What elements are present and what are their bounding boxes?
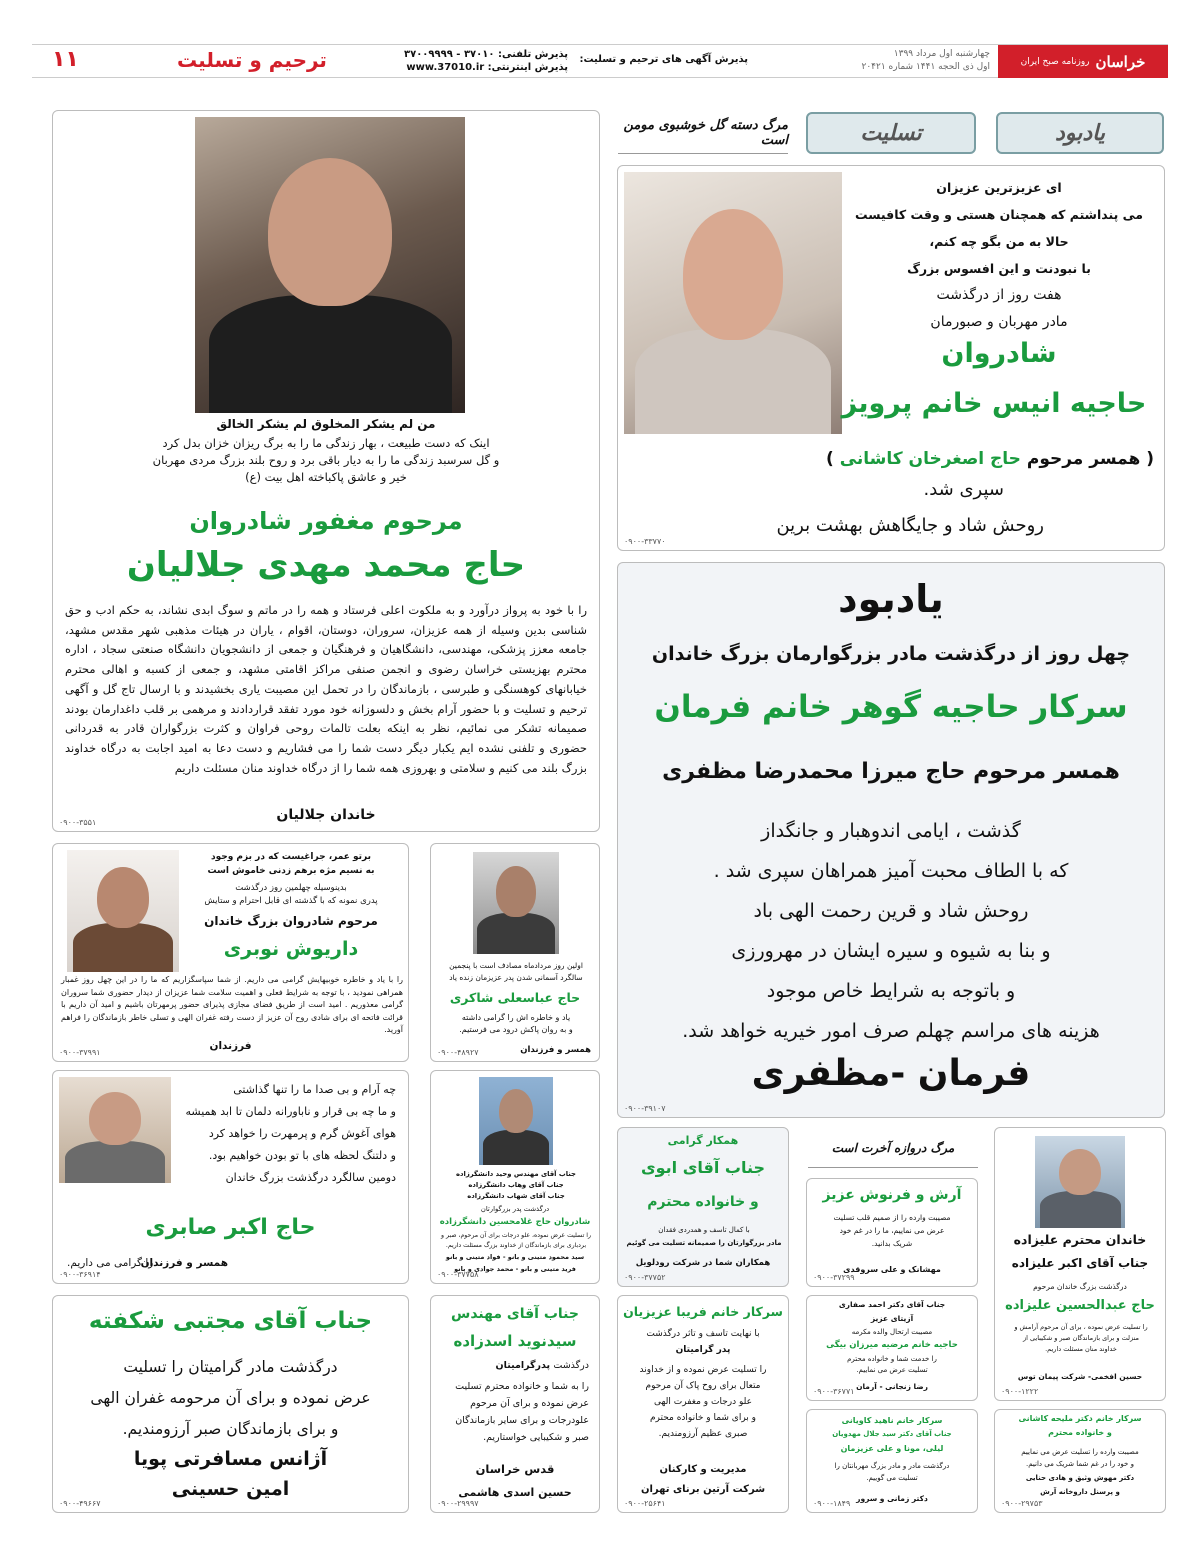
addressee-line-1: خاندان محترم علیزاده xyxy=(1013,1232,1147,1247)
tab-tasliat[interactable] xyxy=(806,112,976,154)
intro-word: درگذشت xyxy=(553,1360,589,1371)
body-line: گذشت ، ایامی اندوهبار و جانگداز xyxy=(761,820,1021,842)
verse-lines xyxy=(180,850,402,878)
body-line: صبر و شکیبایی خواستاریم. xyxy=(483,1432,589,1443)
body-lines xyxy=(620,1224,788,1250)
signature: رضا زنجانی - آرمان xyxy=(856,1382,928,1391)
memorial-signature: فرمان -مظفری xyxy=(751,1053,1031,1094)
body-line: و برای بازماندگان صبر آرزومندیم. xyxy=(122,1420,339,1438)
quote-text: مرگ دروازه آخرت است xyxy=(831,1140,955,1155)
signature-line-1: سید محمود متینی و بانو - فواد متینی و بانو xyxy=(445,1253,585,1261)
poem-line: و دلتنگ لحظه های با تو بودن خواهیم بود. xyxy=(208,1149,396,1162)
ad-code: ۰۹۰۰-۲۹۹۹۷ xyxy=(437,1499,479,1508)
body-line: با کمال تاسف و همدردی فقدان xyxy=(658,1226,750,1234)
quote-banner xyxy=(618,112,788,154)
signature: خاندان جلالیان xyxy=(276,807,376,823)
ad-code: ۰۹۰۰-۳۳۷۷۰ xyxy=(624,537,666,546)
portrait-photo xyxy=(1035,1136,1125,1228)
ad-code: ۰۹۰۰-۳۷۲۹۹ xyxy=(813,1273,855,1282)
intro-line: مصیبت ارتحال والده مکرمه xyxy=(851,1328,933,1336)
body-line: و بنا به شیوه و سیره ایشان در مهرورزی xyxy=(731,940,1051,962)
intro-lines xyxy=(618,1326,788,1358)
body-lines xyxy=(807,1211,977,1250)
portrait-photo xyxy=(195,117,465,413)
tab-yadbood[interactable] xyxy=(996,112,1164,154)
body-line: که با الطاف محبت آمیز همراهان سپری شد . xyxy=(713,860,1069,882)
poem-line: و ما چه بی قرار و ناباورانه دلمان تا ابد همیشه xyxy=(185,1105,396,1118)
husband-line xyxy=(826,449,1154,469)
body-lines xyxy=(807,1354,977,1376)
ad-shekofteh xyxy=(52,1295,409,1513)
deceased-name: سرکار حاجیه گوهر خانم فرمان xyxy=(654,689,1128,725)
tab-yadbood-label: یادبود xyxy=(1055,120,1105,146)
intro-line: می پنداشتم که همچنان هستی و وقت کافیست xyxy=(854,207,1143,222)
ad-code: ۰۹۰۰-۱۲۲۲ xyxy=(1001,1387,1039,1396)
husband-suffix: ) xyxy=(825,449,834,469)
end-line-1: سپری شد. xyxy=(923,479,1004,500)
memorial-title: یادبود xyxy=(838,577,944,621)
body-line: تسلیت می گوییم. xyxy=(866,1474,918,1482)
ad-code: ۰۹۰۰-۳۶۹۱۴ xyxy=(59,1270,101,1279)
intro-line: درگذشت بزرگ خاندان مرحوم xyxy=(1033,1282,1127,1291)
signature-line-2: و پرسنل داروخانه آرش xyxy=(1040,1488,1120,1496)
body-line: درگذشت مادر و مادر بزرگ مهربانتان را xyxy=(834,1462,950,1470)
page-header xyxy=(32,44,1168,78)
deceased-name: حاجیه خانم مرضیه میرزان بیگی xyxy=(826,1340,958,1350)
verse-line: به نسیم مژه برهم زدنی خاموش است xyxy=(207,866,375,876)
signature: همسر و فرزندان xyxy=(140,1257,228,1269)
ad-code: ۰۹۰۰-۳۶۷۷۱ xyxy=(813,1387,855,1396)
deceased-name: حاج اکبر صابری xyxy=(145,1215,316,1240)
body-line: درگذشت مادر گرامیتان را تسلیت xyxy=(123,1358,338,1376)
quote-banner-2 xyxy=(808,1128,978,1168)
body-line: متعال برای روح پاک آن مرحوم xyxy=(645,1381,761,1391)
poem-line: اینک که دست طبیعت ، بهار زندگی ما را به برگ ریزان خزان بدل کرد xyxy=(162,436,490,450)
signature: مهشانک و علی سروقدی xyxy=(843,1265,941,1274)
body-lines xyxy=(439,1378,589,1446)
ad-kashani xyxy=(994,1409,1166,1513)
ad-acceptance-label: پذیرش آگهی های ترحیم و تسلیت: xyxy=(579,54,748,65)
page-number: ۱۱ xyxy=(52,47,79,72)
poem-lines xyxy=(166,1079,396,1189)
deceased-name: حاج محمد مهدی جلالیان xyxy=(126,545,526,585)
poem-line: چه آرام و بی صدا ما را تنها گذاشتی xyxy=(233,1083,396,1096)
poem-line: هوای آغوش گرم و پرمهرت را خواهد کرد xyxy=(208,1127,396,1140)
issue-date xyxy=(861,48,990,74)
poem-line: و گل سرسبد زندگی ما را به دیار باقی برد و روح بلند بزرگ مردی مهربان xyxy=(152,453,500,467)
poem-line: خیر و عاشق پاکباخته اهل بیت (ع) xyxy=(245,470,407,484)
hadith-verse: من لم یشکر المخلوق لم یشکر الخالق xyxy=(216,417,436,431)
intro-line: مادر مهربان و صبورمان xyxy=(930,314,1068,330)
addressee-name: جناب آقای مجتبی شکفته xyxy=(88,1308,373,1334)
section-title: ترحیم و تسلیت xyxy=(177,48,327,72)
body-line: روحش شاد و قرین رحمت الهی باد xyxy=(753,900,1029,922)
deceased-name: شادروان حاج غلامحسین دانشگرزاده xyxy=(439,1217,591,1227)
body-line: مصیبت وارده را از صمیم قلب تسلیت xyxy=(833,1213,951,1222)
ad-saffari xyxy=(806,1295,978,1401)
ad-code: ۰۹۰۰-۴۸۹۲۷ xyxy=(437,1048,479,1057)
body-line: عرض نموده و برای آن مرحومه غفران الهی xyxy=(90,1389,371,1407)
ad-code: ۰۹۰۰-۲۹۷۵۳ xyxy=(1001,1499,1043,1508)
logo-text: خراسان xyxy=(1095,52,1146,71)
addressee-line: جناب آقای وهاب دانشگرزاده xyxy=(468,1181,564,1189)
husband-line: همسر مرحوم حاج میرزا محمدرضا مظفری xyxy=(662,759,1120,784)
logo-subtitle: روزنامه صبح ایران xyxy=(1020,56,1090,67)
masthead-logo xyxy=(998,45,1168,78)
portrait-photo xyxy=(479,1077,553,1165)
memorial-body xyxy=(618,811,1164,1051)
body-line: و برای شما و خانواده محترم xyxy=(649,1413,757,1423)
poem-line: دومین سالگرد درگذشت بزرگ خاندان xyxy=(225,1171,396,1184)
signature-line-2: حسین اسدی هاشمی xyxy=(458,1486,572,1499)
body-line: عرض نموده و برای آن مرحوم xyxy=(470,1398,589,1409)
tail-line: را گرامی می داریم. xyxy=(67,1257,154,1269)
addressee-family: و خانواده محترم xyxy=(647,1194,759,1210)
intro-line: با نهایت تاسف و تاثر درگذشت xyxy=(646,1329,760,1339)
body-lines xyxy=(618,1362,788,1442)
memorial-intro: چهل روز از درگذشت مادر بزرگوارمان بزرگ خاندان xyxy=(651,643,1131,665)
signature: حسین افخمی- شرکت پیمان توس xyxy=(1017,1372,1143,1381)
ad-azizian xyxy=(617,1295,789,1513)
addressee-line-2: جناب آقای دکتر سید جلال مهدویان xyxy=(832,1430,952,1438)
body-line: را تسلیت عرض نموده ، برای آن مرحوم آرامش و xyxy=(1014,1323,1148,1331)
signature: فرزندان xyxy=(209,1040,252,1052)
poem-lines xyxy=(53,435,599,486)
kicker: همکار گرامی xyxy=(667,1134,739,1147)
body-line: منزلت و برای بازماندگان صبر و شکیبایی از xyxy=(1022,1334,1140,1342)
ad-code: ۰۹۰۰-۴۹۶۶۷ xyxy=(59,1499,101,1508)
end-line-2: روحش شاد و جایگاهش بهشت برین xyxy=(776,515,1044,536)
body-line: را به شما و خانواده محترم تسلیت xyxy=(455,1381,589,1392)
addressee-name: آرش و فرنوش عزیز xyxy=(822,1187,962,1203)
ad-kaviani xyxy=(806,1409,978,1513)
title-line: مرحوم شادروان بزرگ خاندان xyxy=(204,914,378,928)
body-line: شریک بدانید. xyxy=(871,1239,913,1248)
ad-abavi xyxy=(617,1127,789,1287)
signature-line-1: آژانس مسافرتی پویا xyxy=(133,1448,328,1470)
body-line: را تسلیت عرض نموده و از خداوند xyxy=(639,1365,767,1375)
body-line: هزینه های مراسم چهلم صرف امور خیریه خواهد شد. xyxy=(682,1020,1100,1042)
intro-line: ای عزیزترین عزیزان xyxy=(936,180,1062,195)
signature: همکاران شما در شرکت رودلویل xyxy=(635,1258,771,1268)
intro-lines xyxy=(844,174,1154,336)
addressee-name: جناب آقای دکتر احمد صفاری xyxy=(838,1300,946,1309)
signature-line-1: قدس خراسان xyxy=(475,1462,555,1476)
verse-line: برتو عمر، جراغیست که در بزم وجود xyxy=(210,852,372,862)
addressee-line: جناب آقای شهاب دانشگرزاده xyxy=(467,1192,565,1200)
phone-number: پذیرش تلفنی: ۳۷۰۱۰ - ۳۷۰۰۹۹۹۹ xyxy=(404,49,568,60)
signature-line-1: دکتر مهوش وثیق و هادی حنایی xyxy=(1025,1474,1135,1482)
ad-code: ۰۹۰۰-۲۵۶۴۱ xyxy=(624,1499,666,1508)
body-line: و به روان پاکش درود می فرستیم. xyxy=(459,1025,573,1034)
ad-shakeri xyxy=(430,843,600,1062)
addressee-line: جناب آقای مهندس وحید دانشگرزاده xyxy=(456,1170,576,1178)
ad-code: ۰۹۰۰-۳۵۵۱ xyxy=(59,818,97,827)
body-line: صبری عظیم آرزومندیم. xyxy=(658,1429,748,1439)
body-line: تسلیت عرض می نماییم. xyxy=(856,1366,928,1374)
intro-lines xyxy=(435,960,597,984)
ad-jalalian xyxy=(52,110,600,832)
ad-contact xyxy=(404,48,568,74)
deceased-name: حاجیه انیس خانم پرویز xyxy=(841,388,1147,419)
quote-text: مرگ دسته گل خوشبوی مومن است xyxy=(623,117,788,148)
body-line: مصیبت وارده را تسلیت عرض می نماییم xyxy=(1021,1448,1139,1456)
body-lines xyxy=(435,1012,597,1036)
body-line: و باتوجه به شرایط خاص موجود xyxy=(766,980,1016,1002)
ad-alizadeh xyxy=(994,1127,1166,1401)
addressee-lines xyxy=(433,1169,599,1202)
ad-code: ۰۹۰۰-۱۸۴۹ xyxy=(813,1499,851,1508)
ad-daneshgarzadeh xyxy=(430,1070,600,1284)
date-line-1: چهارشنبه اول مرداد ۱۳۹۹ xyxy=(893,49,990,59)
portrait-photo xyxy=(67,850,179,972)
ad-code: ۰۹۰۰-۳۷۷۵۸ xyxy=(437,1270,479,1279)
title-marhoom: مرحوم مغفور شادروان xyxy=(189,507,463,535)
relation: پدرگرامیتان xyxy=(495,1360,551,1371)
intro-lines xyxy=(180,882,402,908)
intro-line: بدینوسیله چهلمین روز درگذشت xyxy=(235,883,347,893)
signature: دکتر زمانی و سرور xyxy=(856,1494,928,1503)
body-lines xyxy=(997,1322,1165,1355)
body-lines xyxy=(807,1460,977,1484)
husband-name: حاج اصغرخان کاشانی xyxy=(839,449,1021,469)
ad-farman-memorial xyxy=(617,562,1165,1118)
body-line: یاد و خاطره اش را گرامی داشته xyxy=(461,1013,571,1022)
intro-line: اولین روز مردادماه مصادف است با پنجمین xyxy=(449,961,583,970)
signature: همسر و فرزندان xyxy=(520,1045,591,1055)
portrait-photo xyxy=(624,172,842,434)
addressee-line-2: جناب آقای اکبر علیزاده xyxy=(1011,1256,1149,1270)
body-line: و خود را در غم شما شریک می دانیم. xyxy=(1026,1460,1134,1468)
intro-line: حالا به من بگو چه کنم، xyxy=(929,234,1069,249)
signature-line-2: فرید متینی و بانو - محمد جوادی و بانو xyxy=(454,1265,576,1273)
body-text: را تسلیت عرض نموده، علو درجات برای آن مرحوم، صبر و بردباری برای بازماندگان از خداوند بزرگ مسئلت داریم. xyxy=(441,1232,591,1249)
signature-line-2: شرکت آرتین برنای تهران xyxy=(640,1484,766,1495)
body-line: عرض می نماییم، ما را در غم خود xyxy=(839,1226,945,1235)
intro-line: درگذشت پدر بزرگوارتان xyxy=(480,1205,550,1213)
body-text: را با یاد و خاطره خوبیهایش گرامی می داریم. از شما سپاسگزاریم که ما را در این چهل روز غمبار همراهی نمودید ، با توجه به شرایط فعلی و اهمیت سلامت شما عزیزان از دیدار حضوری شما سروران گرامی معذوریم . امید است از طریق فضای مجازی پذیرای حضور پرمهرتان باشیم و امید آن داریم با قرائت فاتحه ای برای شادی روح آن عزیز از دست رفته غفران الهی و تسلی خاطر بازماندگان را فراهم آورید. xyxy=(61,975,403,1034)
ad-saberi xyxy=(52,1070,409,1284)
addressee-name: سرکار خانم فریبا عزیزیان xyxy=(623,1304,783,1319)
ad-code: ۰۹۰۰-۳۷۷۵۲ xyxy=(624,1273,666,1282)
intro-line: سالگرد آسمانی شدن پدر عزیزمان زنده یاد xyxy=(449,973,583,982)
addressee-line-3: لیلی، مونا و علی عزیزمان xyxy=(840,1444,944,1453)
deceased-name: داریوش نوبری xyxy=(223,938,359,960)
portrait-photo xyxy=(59,1077,171,1183)
ad-asadzadeh xyxy=(430,1295,600,1513)
intro-line xyxy=(496,1360,589,1371)
body-line: را خدمت شما و خانواده محترم xyxy=(847,1355,937,1363)
signature-line-1: مدیریت و کارکنان xyxy=(659,1464,747,1475)
thanks-body: را با خود به پرواز درآورد و به ملکوت اعلی فرستاد و همه را در ماتم و سوگ ابدی نشاند، به حکم ادب و حق شناسی بدین وسیله از همه عزیزان، سروران، دوستان، اقوام ، یاران در هیئات مذهبی شهر مقدس مشهد، جامعه معزز پزشکی، مهندسی، دانشگاهیان و فرهنگیان و جمعی از دانشجویان دانشگاه صنعتی سجاد ، اداره محترم بهزیستی خراسان رضوی و انجمن صنفی مراکز اقامتی مشهد، و جمعی از کسبه و اهالی محترم خیابانهای کوهسنگی و طبرسی ، بازماندگان را در تحمل این مصیبت یاری بخشیدند و با ارسال تاج گل و آگهی ترحیم و تسلیت و با حضور آرام بخش و دلسوزانه خود مورد تفقد قراردادند و مرهمی بر قلب داغدارمان بودند صمیمانه تشکر می نمائیم، نظر به اینکه بعلت تالمات روحی فراوان و کثرت بزرگواران قادر به قدردانی حضوری و تلفنی نشده ایم یکبار دیگر دست شما را می فشاریم و دست دعا به امید اجابت به درگاه خداوند بزرگ بلند می کنیم و سلامتی و بهروزی همه شما را از درگاه خداوند منان مسئلت داریم xyxy=(65,603,587,775)
intro-line: هفت روز از درگذشت xyxy=(936,287,1062,303)
husband-prefix: ( همسر مرحوم xyxy=(1026,449,1154,469)
body-line: خداوند منان مسئلت داریم. xyxy=(1045,1345,1117,1353)
title-shadravan: شادروان xyxy=(941,338,1057,369)
ad-anis-parviz xyxy=(617,165,1165,551)
intro-line: پدر گرامیتان xyxy=(675,1345,731,1355)
addressee-line-1: سرکار خانم ناهید کاویانی xyxy=(841,1416,943,1425)
body-lines xyxy=(53,1352,408,1445)
deceased-name: حاج عبدالحسین علیزاده xyxy=(1005,1298,1155,1313)
ad-arash-farnoosh xyxy=(806,1178,978,1287)
ad-nobari xyxy=(52,843,409,1062)
deceased-name: حاج عباسعلی شاکری xyxy=(449,990,581,1005)
tab-tasliat-label: تسلیت xyxy=(860,120,922,146)
portrait-photo xyxy=(473,852,559,954)
intro-line: با نبودنت و این افسوس بزرگ xyxy=(907,261,1091,276)
addressee-line-2: و خانواده محترم xyxy=(1048,1428,1112,1437)
addressee-name: جناب آقای ابوی xyxy=(640,1158,766,1177)
signature-line-2: امین حسینی xyxy=(171,1478,290,1500)
body-line: علو درجات و مغفرت الهی xyxy=(654,1397,752,1407)
addressee-sub: آزیتای عزیز xyxy=(870,1314,914,1323)
title-line-1: جناب آقای مهندس xyxy=(451,1306,579,1322)
ad-code: ۰۹۰۰-۳۷۹۹۱ xyxy=(59,1048,101,1057)
intro-line: پدری نمونه که با گذشته ای قابل احترام و ستایش xyxy=(204,896,378,906)
body-line: علودرجات و برای سایر بازماندگان xyxy=(455,1415,589,1426)
body-lines xyxy=(995,1446,1165,1470)
ad-code: ۰۹۰۰-۳۹۱۰۷ xyxy=(624,1104,666,1113)
addressee-name: سیدنوید اسدزاده xyxy=(453,1332,577,1350)
addressee-line-1: سرکار خانم دکتر ملیحه کاشانی xyxy=(1018,1414,1142,1423)
date-line-2: اول ذی الحجه ۱۴۴۱ شماره ۲۰۴۲۱ xyxy=(861,62,990,72)
body-line: مادر بزرگوارتان را صمیمانه تسلیت می گوئیم xyxy=(626,1239,782,1247)
website-link[interactable]: پذیرش اینترنتی: www.37010.ir xyxy=(406,62,568,73)
